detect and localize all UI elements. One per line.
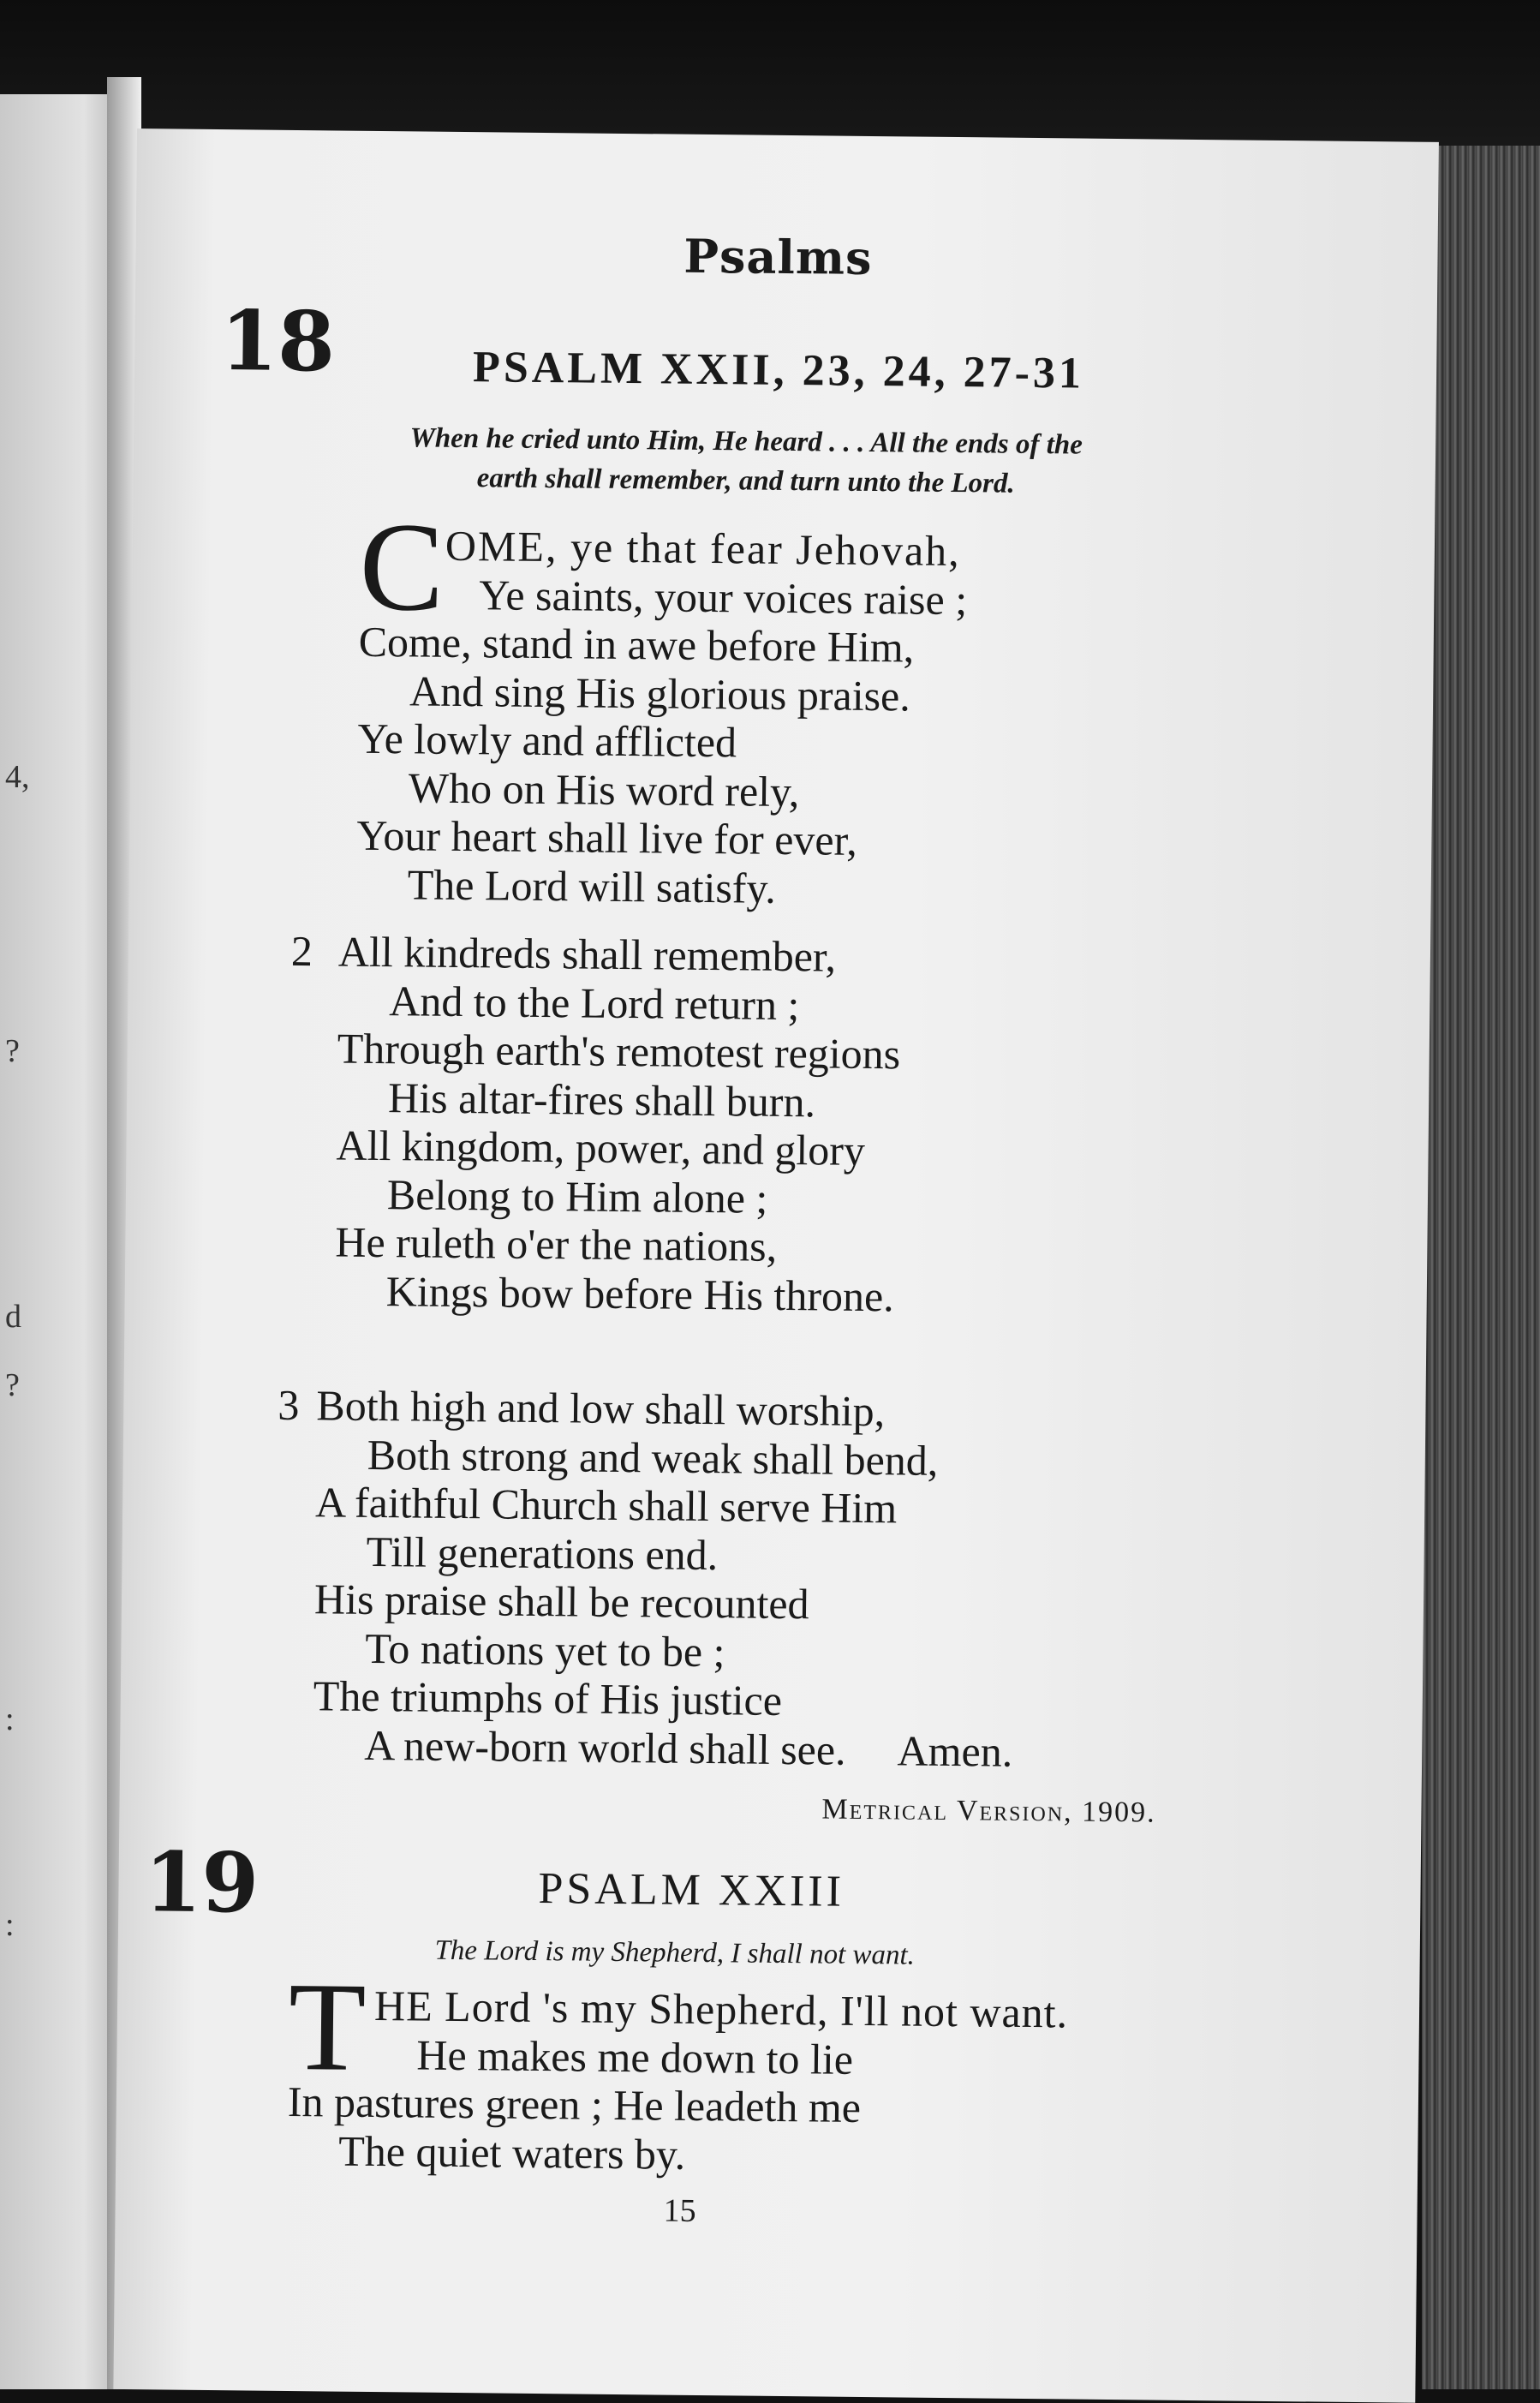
stanza-number: 2 [290, 926, 313, 976]
stanza-line: The quiet waters by. [338, 2126, 686, 2179]
stanza-number: 3 [278, 1380, 300, 1430]
stanza-line: Ye saints, your voices raise ; [479, 570, 968, 624]
stanza-line: Come, stand in awe before Him, [358, 617, 915, 672]
psalm-title: PSALM XXIII [538, 1864, 845, 1916]
verse-text: A new-born world shall see. [363, 1720, 846, 1774]
page-edges [1422, 146, 1540, 2389]
stanza-line: Through earth's remotest regions [337, 1024, 901, 1079]
stanza-line: Who on His word rely, [408, 762, 800, 816]
stanza-line: Both high and low shall worship, [316, 1381, 886, 1436]
stanza [290, 926, 902, 1321]
stanza-line: His altar-fires shall burn. [387, 1073, 816, 1126]
stanza-line: Till generations end. [366, 1527, 719, 1579]
attribution: Metrical Version, 1909. [821, 1793, 1156, 1829]
psalm-title: PSALM XXII, 23, 24, 27-31 [472, 343, 1085, 398]
stanza [287, 1956, 1069, 2183]
left-page-edge [0, 94, 120, 2389]
stanza-line: All kindreds shall remember, [337, 927, 837, 981]
amen: Amen. [897, 1725, 1013, 1776]
motto-line: When he cried unto Him, He heard . . . All the ends of the [409, 422, 1083, 461]
stanza-line: Belong to Him alone ; [386, 1169, 768, 1222]
stanza-line: He ruleth o'er the nations, [335, 1217, 778, 1270]
stanza-line: He makes me down to lie [416, 2030, 854, 2083]
left-fragment: : [5, 1701, 15, 1737]
stanza-line: His praise shall be recounted [313, 1575, 809, 1629]
left-fragment: ? [5, 1367, 20, 1403]
stanza-line: The Lord will satisfy. [407, 859, 777, 912]
stanza-line: Your heart shall live for ever, [356, 810, 858, 864]
hymn-number: 18 [219, 292, 336, 391]
stanza-line: All kingdom, power, and glory [336, 1121, 866, 1175]
page-number: 15 [663, 2192, 696, 2229]
stanza-line [313, 1720, 1013, 1776]
stanza-line: The triumphs of His justice [313, 1671, 783, 1725]
hymnal-page [113, 129, 1439, 2403]
stanza-line: And sing His glorious praise. [409, 666, 911, 720]
stanza-line: Both strong and weak shall bend, [367, 1430, 939, 1485]
psalm-motto: The Lord is my Shepherd, I shall not want. [434, 1934, 916, 1971]
stanza [278, 1380, 1017, 1776]
psalm-motto [254, 416, 1239, 505]
stanza-line: In pastures green ; He leadeth me [287, 2077, 862, 2131]
stanza-line: To nations yet to be ; [365, 1623, 725, 1676]
left-fragment: d [5, 1299, 21, 1335]
left-fragment: 4, [5, 759, 30, 795]
drop-cap: T [287, 1956, 367, 2098]
stanza-line: Ye lowly and afflicted [357, 714, 737, 767]
motto-line: earth shall remember, and turn unto the Lord. [476, 463, 1015, 499]
stanza-line: A faithful Church shall serve Him [314, 1478, 898, 1533]
verse-text: HE Lord 's my Shepherd, I'll not want. [373, 1982, 1069, 2037]
verse-text: OME, ye that fear Jehovah, [445, 521, 961, 576]
stanza [355, 496, 968, 914]
running-head: Psalms [683, 228, 873, 285]
stanza-line: Kings bow before His throne. [385, 1266, 895, 1320]
drop-cap: C [358, 496, 445, 638]
left-fragment: : [5, 1907, 15, 1943]
stanza-line: And to the Lord return ; [389, 976, 800, 1029]
left-fragment: ? [5, 1033, 20, 1069]
hymn-number: 19 [143, 1833, 260, 1932]
